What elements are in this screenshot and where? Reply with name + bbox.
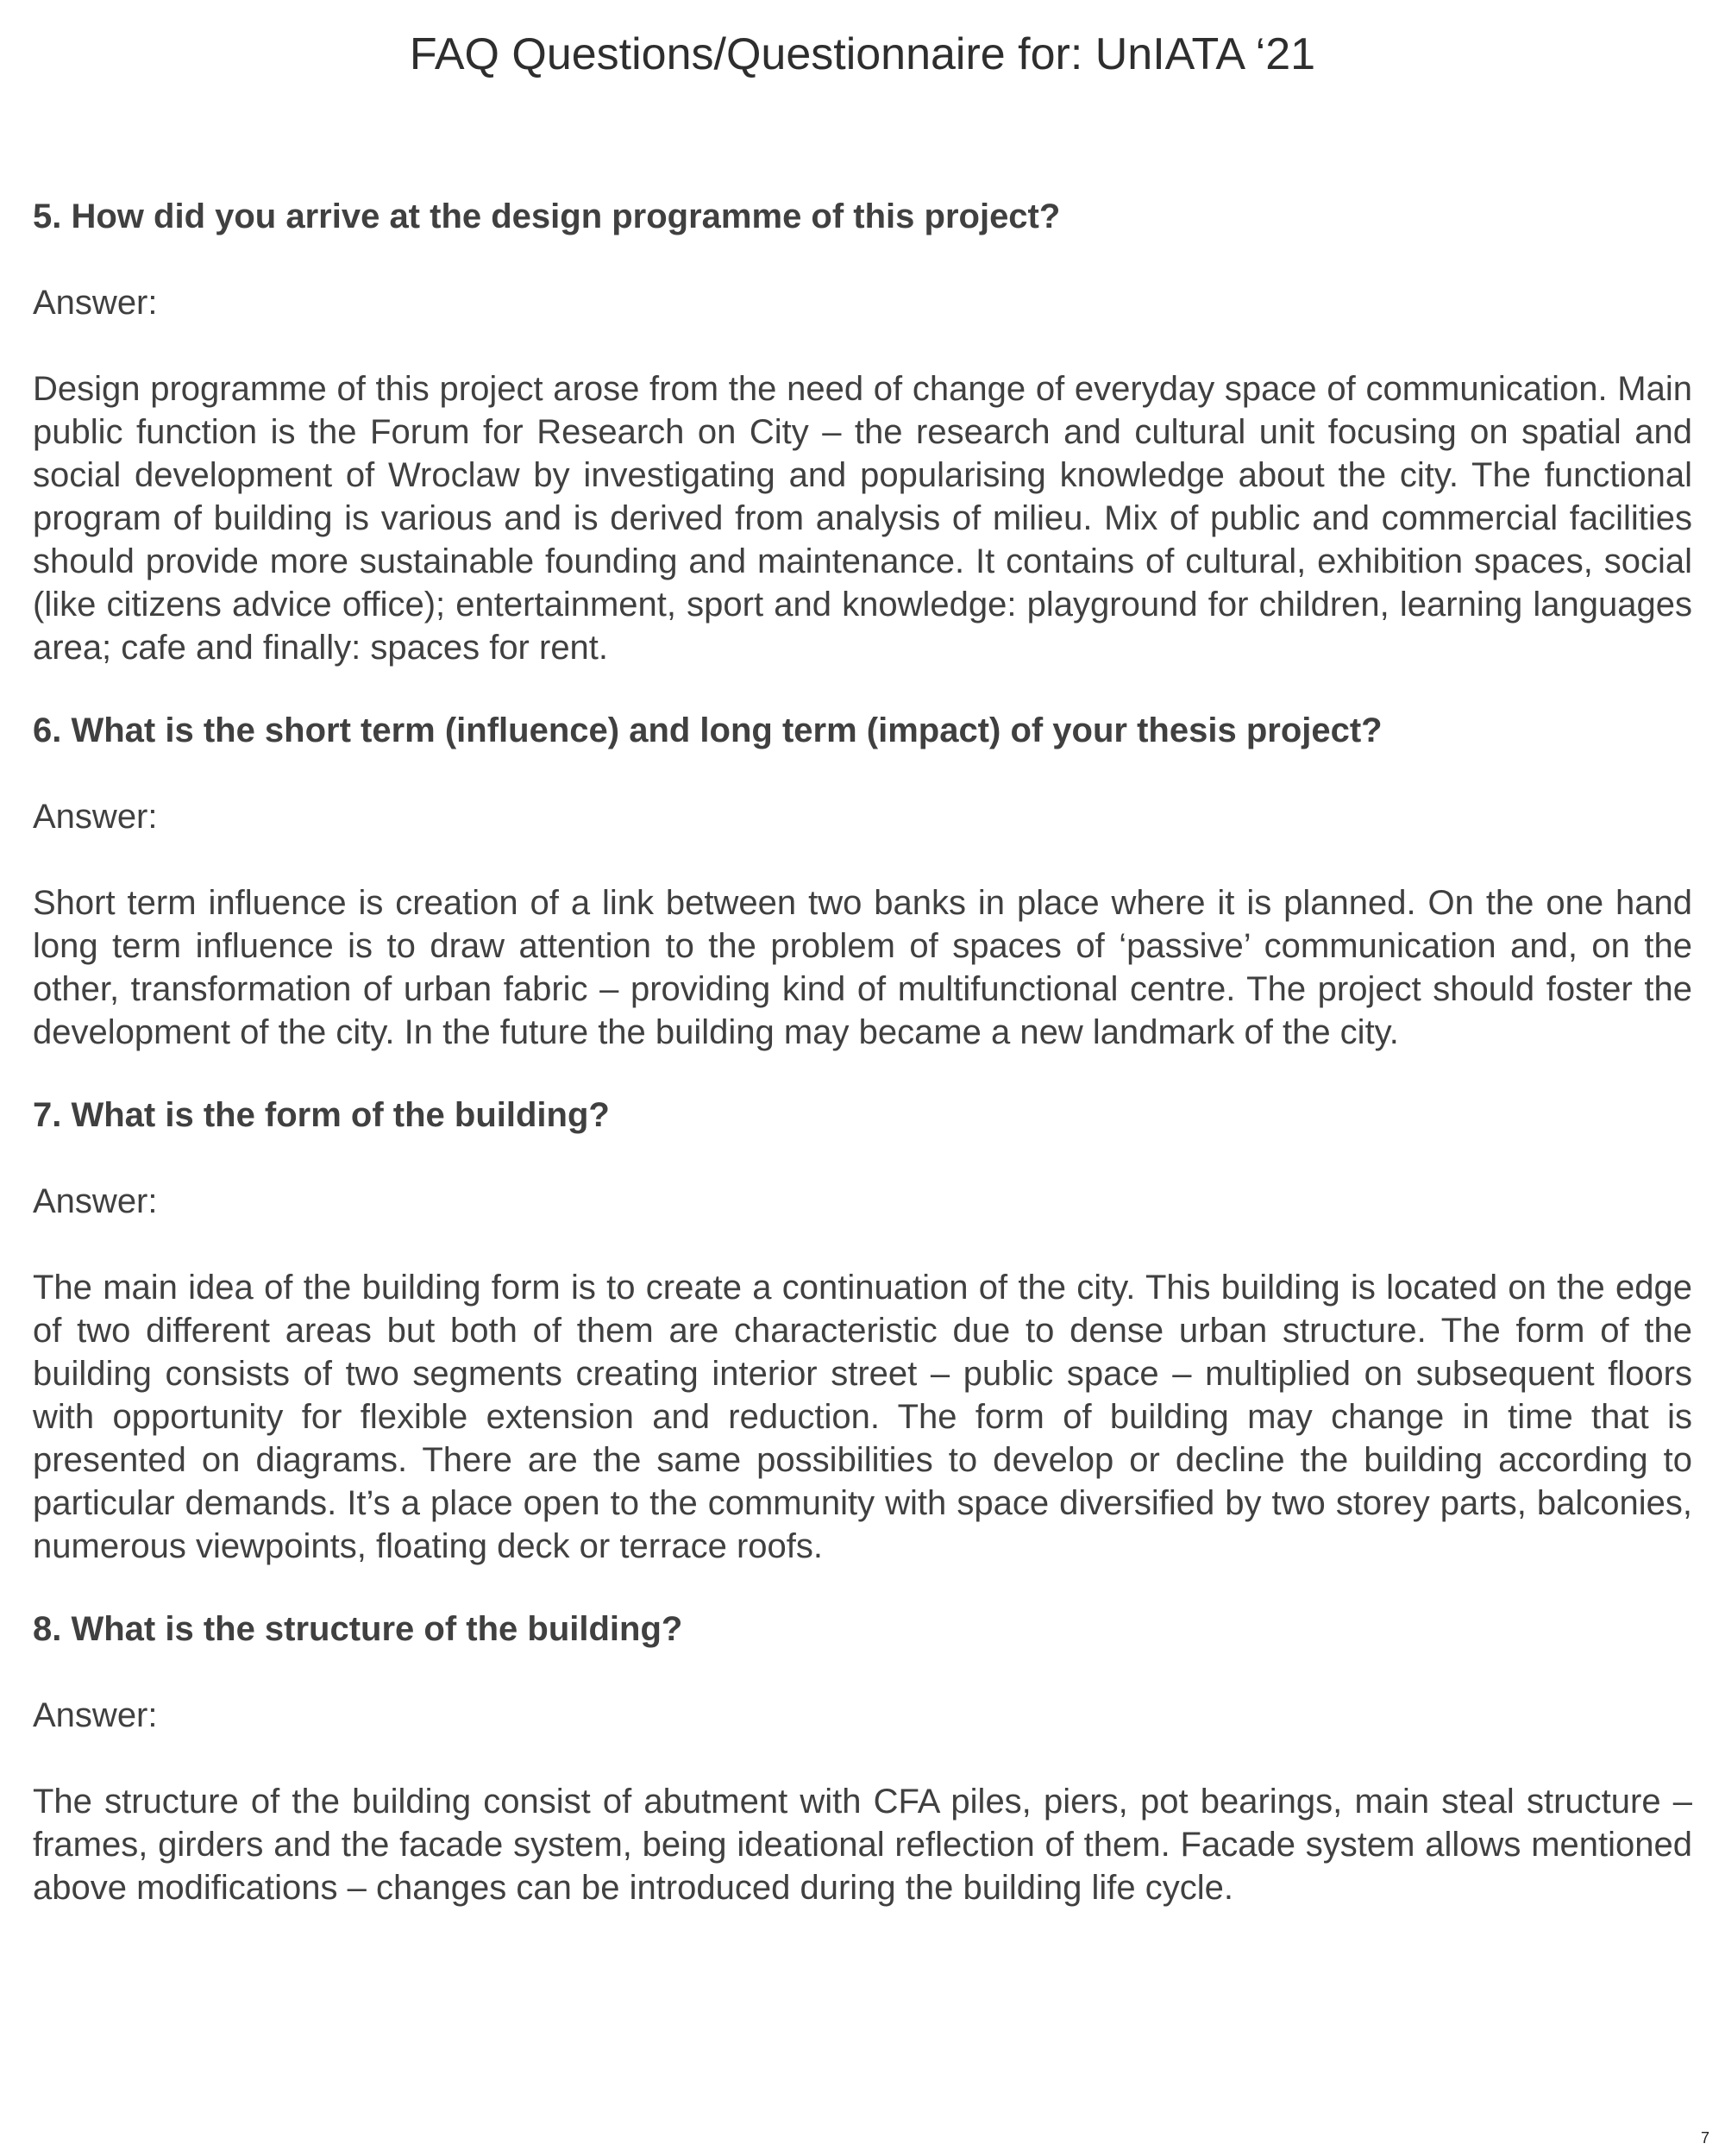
answer-text: The structure of the building consist of abutment with CFA piles, piers, pot bearings, main steal structure – frames, girders and the facade system, being ideational reflection of them. Facade system allows mentioned above modifications – changes can be introduced during the building life cycle. — [33, 1783, 1692, 1907]
question-heading: 5. How did you arrive at the design programme of this project? — [33, 197, 1061, 235]
question-heading: 6. What is the short term (influence) and long term (impact) of your thesis project? — [33, 711, 1383, 749]
faq-item-7 — [33, 1094, 1692, 1568]
faq-item-6 — [33, 709, 1692, 1054]
faq-content — [33, 195, 1692, 1949]
answer-text: Design programme of this project arose from the need of change of everyday space of communication. Main public function is the Forum for Research on City – the research and cultural unit focusing on spatial and social development of Wroclaw by investigating and popularising knowledge about the city. The functional program of building is various and is derived from analysis of milieu. Mix of public and commercial facilities should provide more sustainable founding and maintenance. It contains of cultural, exhibition spaces, social (like citizens advice office); entertainment, sport and knowledge: playground for children, learning languages area; cafe and finally: spaces for rent. — [33, 370, 1692, 667]
faq-item-8 — [33, 1608, 1692, 1909]
faq-item-5 — [33, 195, 1692, 669]
answer-text: Short term influence is creation of a link between two banks in place where it is planned. On the one hand long term influence is to draw attention to the problem of spaces of ‘passive’ communication and, on the other, transformation of urban fabric – providing kind of multifunctional centre. The project should foster the development of the city. In the future the building may became a new landmark of the city. — [33, 884, 1692, 1051]
question-heading: 7. What is the form of the building? — [33, 1096, 610, 1134]
answer-label: Answer: — [33, 284, 158, 322]
answer-label: Answer: — [33, 1696, 158, 1734]
answer-label: Answer: — [33, 798, 158, 836]
question-heading: 8. What is the structure of the building? — [33, 1610, 683, 1648]
answer-text: The main idea of the building form is to create a continuation of the city. This building is located on the edge of two different areas but both of them are characteristic due to dense urban structure. The form of the building consists of two segments creating interior street – public space – multiplied on subsequent floors with opportunity for flexible extension and reduction. The form of building may change in time that is presented on diagrams. There are the same possibilities to develop or decline the building according to particular demands. It’s a place open to the community with space diversified by two storey parts, balconies, numerous viewpoints, floating deck or terrace roofs. — [33, 1269, 1692, 1565]
page-title: FAQ Questions/Questionnaire for: UnIATA ‘21 — [409, 29, 1316, 79]
page-number: 7 — [1700, 2129, 1709, 2147]
answer-label: Answer: — [33, 1182, 158, 1220]
